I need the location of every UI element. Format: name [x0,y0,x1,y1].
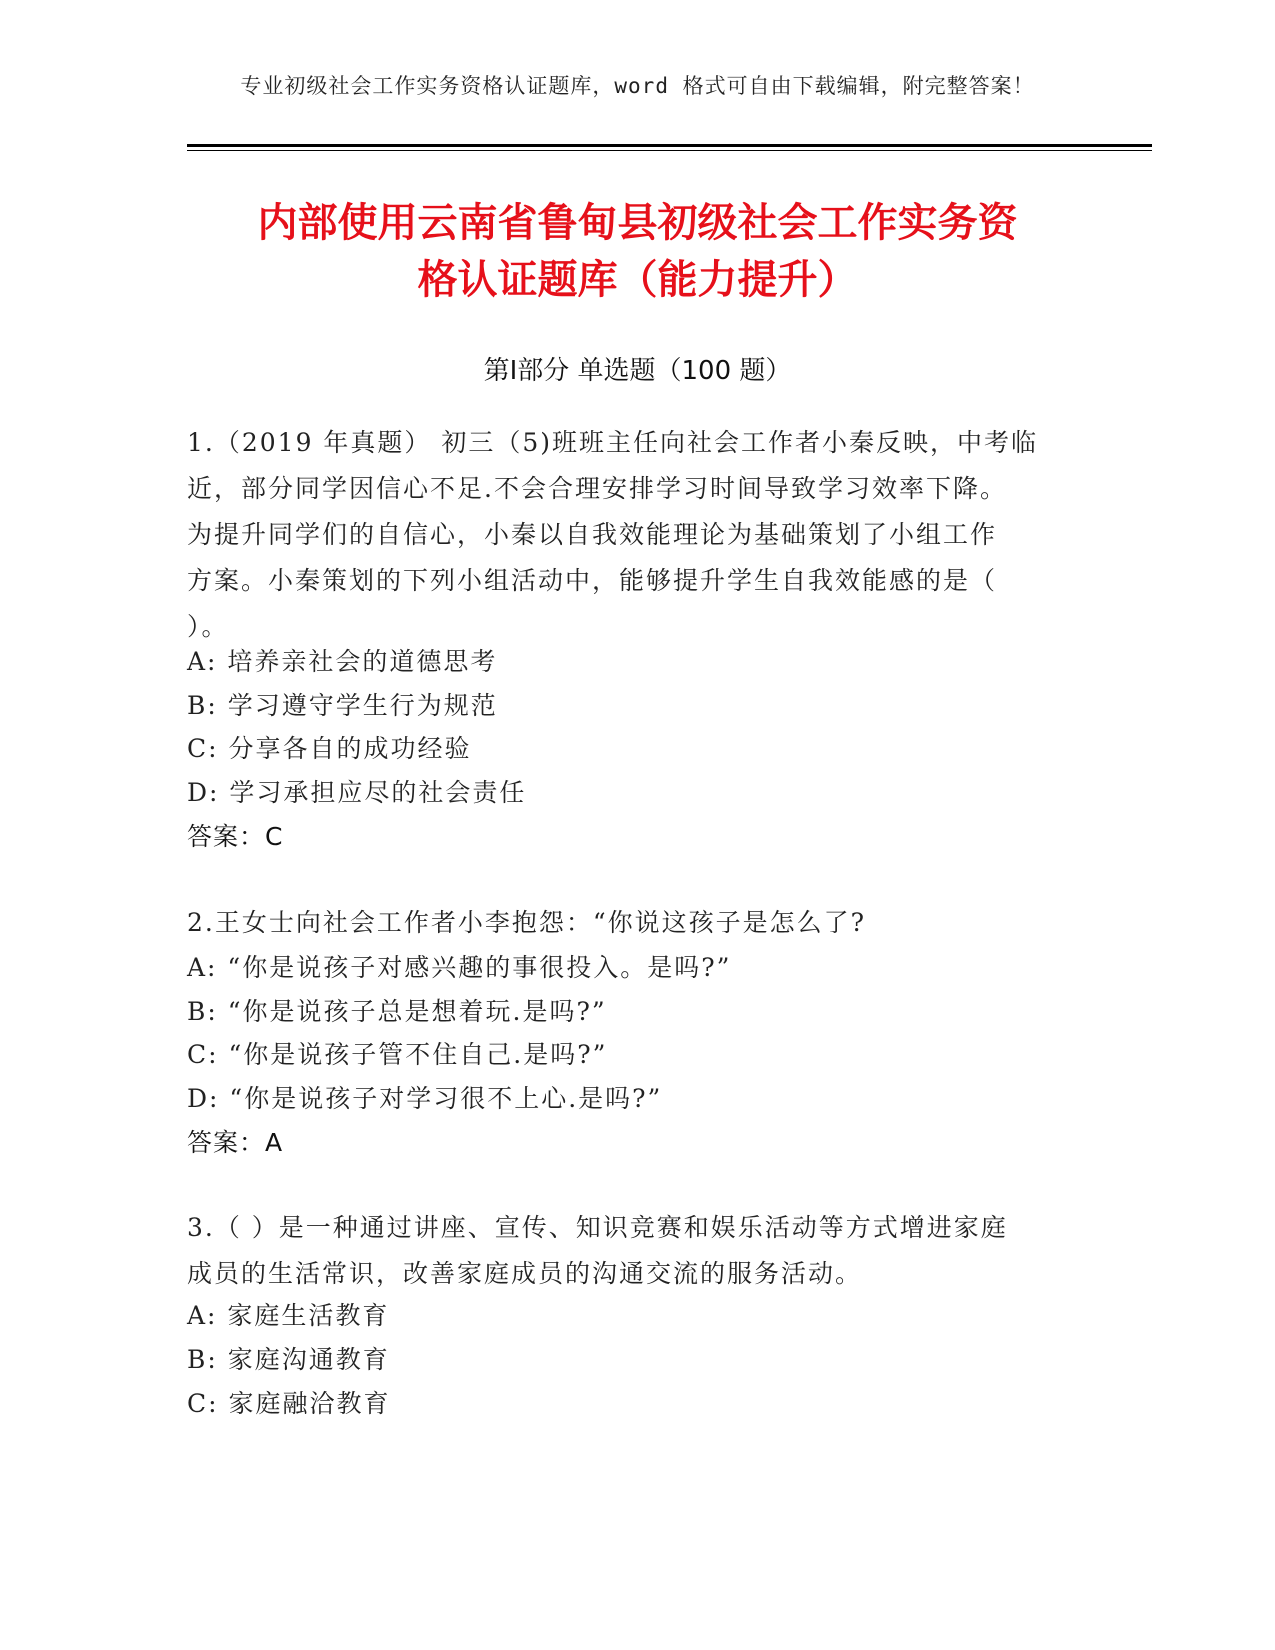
question-1-stem [187,420,1087,650]
question-1-answer: 答案：C [187,822,284,851]
question-2-answer: 答案：A [187,1128,284,1157]
question-1-option-d: D: 学习承担应尽的社会责任 [187,778,527,807]
question-2-option-b: B: “你是说孩子总是想着玩.是吗?” [187,997,607,1026]
title-line-2: 格认证题库（能力提升） [417,257,858,303]
document-title [150,195,1125,309]
stem-line: ）。 [187,612,229,641]
question-1-option-b: B: 学习遵守学生行为规范 [187,691,498,720]
title-line-1: 内部使用云南省鲁甸县初级社会工作实务资 [257,200,1018,246]
stem-line: 方案。小秦策划的下列小组活动中，能够提升学生自我效能感的是（ [187,566,998,595]
question-1-option-a: A: 培养亲社会的道德思考 [187,647,498,676]
stem-line: 2.王女士向社会工作者小李抱怨：“你说这孩子是怎么了? [187,908,867,937]
question-2-option-a: A: “你是说孩子对感兴趣的事很投入。是吗?” [187,953,732,982]
stem-line: 3.（ ）是一种通过讲座、宣传、知识竞赛和娱乐活动等方式增进家庭 [187,1213,1008,1242]
question-2-option-c: C: “你是说孩子管不住自己.是吗?” [187,1040,608,1069]
question-2-stem [187,900,1087,946]
question-3-option-a: A: 家庭生活教育 [187,1301,390,1330]
question-1-option-c: C: 分享各自的成功经验 [187,734,472,763]
stem-line: 1.（2019 年真题） 初三（5)班班主任向社会工作者小秦反映，中考临 [187,428,1039,457]
section-heading: 第Ⅰ部分 单选题（100 题） [483,356,792,386]
stem-line: 成员的生活常识，改善家庭成员的沟通交流的服务活动。 [187,1259,863,1288]
question-3-option-b: B: 家庭沟通教育 [187,1345,390,1374]
page-header: 专业初级社会工作实务资格认证题库，word 格式可自由下载编辑，附完整答案！ [240,74,1035,98]
question-3-stem [187,1205,1087,1297]
header-rule-thick [187,144,1152,147]
question-3-option-c: C: 家庭融洽教育 [187,1389,391,1418]
question-2-option-d: D: “你是说孩子对学习很不上心.是吗?” [187,1084,663,1113]
stem-line: 为提升同学们的自信心，小秦以自我效能理论为基础策划了小组工作 [187,520,998,549]
header-rule-thin [187,150,1152,151]
stem-line: 近，部分同学因信心不足.不会合理安排学习时间导致学习效率下降。 [187,474,1007,503]
